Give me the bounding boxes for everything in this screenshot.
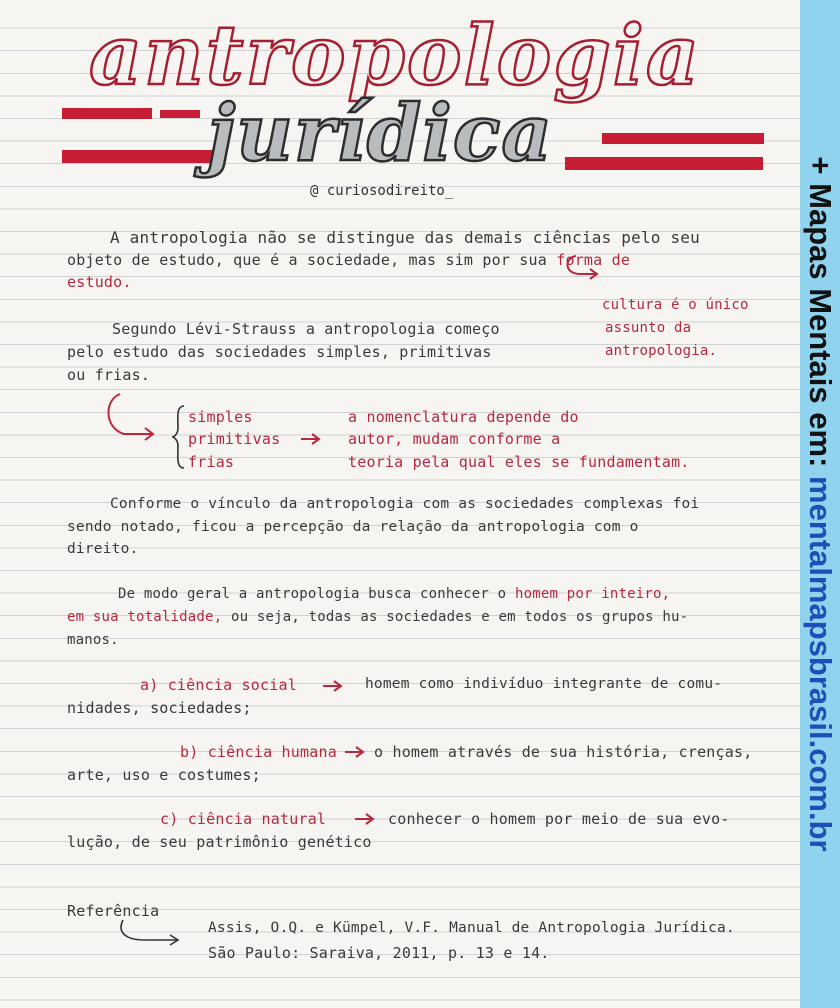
promo-text (802, 156, 838, 851)
curved-arrow-note (560, 252, 600, 282)
title-line-2: jurídica (207, 88, 553, 179)
note-right-line-1: cultura é o único (602, 297, 749, 313)
red-bar-right-top (602, 133, 764, 144)
p1-line-3: estudo. (67, 273, 132, 291)
p2-line-2: pelo estudo das sociedades simples, primitivas (67, 343, 492, 361)
p2-line-1: Segundo Lévi-Strauss a antropologia começo (112, 320, 500, 338)
arrow-right-icon (354, 813, 376, 825)
note-right-line-2: assunto da (605, 320, 692, 336)
promo-sidebar (800, 0, 840, 1008)
p1-line-2-text: objeto de estudo, que é a sociedade, mas sim por sua (67, 251, 547, 269)
p3-line-1: Conforme o vínculo da antropologia com as sociedades complexas foi (110, 496, 700, 512)
p3-line-3: direito. (67, 541, 139, 557)
promo-prefix: + Mapas Mentais em: (803, 156, 838, 477)
brace-note-line-2: autor, mudam conforme a (348, 430, 561, 448)
p4-line-3: manos. (67, 632, 119, 648)
p1-line-2-highlight: forma de (556, 251, 631, 269)
item-a-text-1: homem como indivíduo integrante de comu- (365, 676, 723, 692)
item-c-text-2: lução, de seu patrimônio genético (67, 833, 372, 851)
p4-line-1-highlight: homem por inteiro, (514, 586, 671, 602)
brace-item-2: primitivas (188, 430, 281, 448)
item-b-label: b) ciência humana (180, 743, 337, 761)
item-b-text-1: o homem através de sua história, crenças, (374, 743, 753, 761)
p2-line-3: ou frias. (67, 366, 151, 384)
reference-line-1: Assis, O.Q. e Kümpel, V.F. Manual de Antropologia Jurídica. (208, 920, 735, 936)
p3-line-2: sendo notado, ficou a percepção da relação da antropologia com o (67, 519, 639, 535)
p4-line-2 (67, 609, 688, 625)
red-bar-left-top (62, 108, 152, 119)
promo-url-link[interactable]: mentalmapsbrasil.com.br (803, 476, 838, 852)
brace-icon (170, 404, 190, 470)
p4-line-1 (118, 586, 670, 602)
curved-arrow-brace (98, 390, 168, 440)
item-a-label: a) ciência social (140, 676, 297, 694)
brace-item-3: frias (188, 453, 235, 471)
item-b-text-2: arte, uso e costumes; (67, 766, 261, 784)
item-a-text-2: nidades, sociedades; (67, 699, 252, 717)
p4-line-2-highlight: em sua totalidade, (67, 609, 223, 625)
arrow-right-icon (344, 746, 366, 758)
brace-item-1: simples (188, 408, 253, 426)
brace-note-line-1: a nomenclatura depende do (348, 408, 579, 426)
arrow-right-icon (300, 433, 322, 445)
p4-line-1-text: De modo geral a antropologia busca conhecer o (118, 586, 507, 602)
item-c-text-1: conhecer o homem por meio de sua evo- (388, 810, 730, 828)
p4-line-2-text: ou seja, todas as sociedades e em todos os grupos hu- (230, 609, 689, 625)
title-line-1: antropologia (88, 8, 701, 104)
note-right-line-3: antropologia. (605, 343, 718, 359)
reference-arrow-icon (115, 918, 185, 948)
item-c-label: c) ciência natural (160, 810, 327, 828)
author-handle: @ curiosodireito_ (310, 183, 454, 199)
arrow-right-icon (322, 680, 344, 692)
reference-label: Referência (67, 902, 160, 920)
p1-line-1: A antropologia não se distingue das demais ciências pelo seu (110, 228, 700, 247)
reference-line-2: São Paulo: Saraiva, 2011, p. 13 e 14. (208, 944, 550, 962)
p1-line-2 (67, 251, 630, 269)
brace-note-line-3: teoria pela qual eles se fundamentam. (348, 453, 690, 471)
